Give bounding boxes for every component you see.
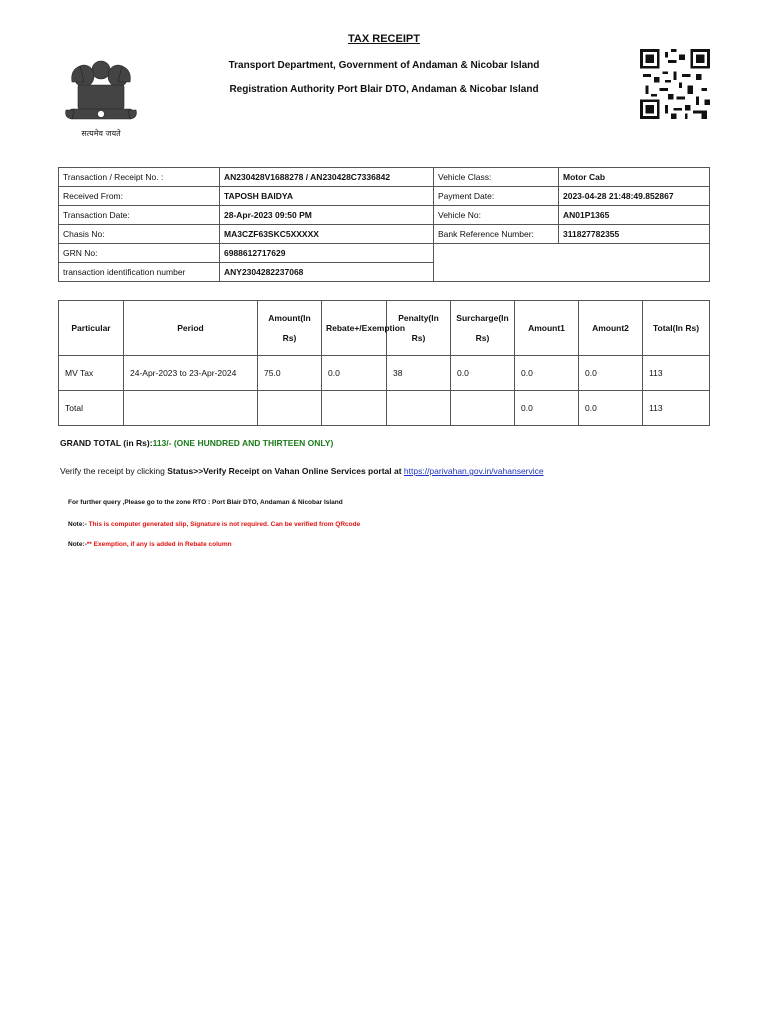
cell-total: 113 (643, 391, 710, 426)
cell-amount1: 0.0 (515, 391, 579, 426)
txn-id-label: transaction identification number (59, 263, 220, 282)
vehicle-no-value: AN01P1365 (559, 206, 710, 225)
empty-cell (434, 244, 710, 282)
verify-prefix: Verify the receipt by clicking (60, 466, 168, 476)
receipt-no-label: Transaction / Receipt No. : (59, 168, 220, 187)
cell-amount1: 0.0 (515, 356, 579, 391)
authority-heading: Registration Authority Port Blair DTO, Andaman & Nicobar Island (229, 84, 539, 95)
cell-period: 24-Apr-2023 to 23-Apr-2024 (124, 356, 258, 391)
txn-id-value: ANY2304282237068 (220, 263, 434, 282)
chasis-no-value: MA3CZF63SKC5XXXXX (220, 225, 434, 244)
transaction-date-label: Transaction Date: (59, 206, 220, 225)
cell-rebate (322, 391, 387, 426)
col-surcharge: Surcharge(In Rs) (451, 301, 515, 356)
grand-total-label: GRAND TOTAL (in Rs): (60, 438, 153, 448)
col-amount: Amount(In Rs) (258, 301, 322, 356)
cell-amount: 75.0 (258, 356, 322, 391)
national-emblem-icon (60, 52, 142, 140)
table-row (59, 391, 710, 426)
col-rebate: Rebate+/Exemption (322, 301, 387, 356)
grn-no-label: GRN No: (59, 244, 220, 263)
note1-label: Note:- (68, 521, 87, 528)
cell-rebate: 0.0 (322, 356, 387, 391)
received-from-label: Received From: (59, 187, 220, 206)
grand-total (60, 438, 333, 448)
vehicle-class-label: Vehicle Class: (434, 168, 559, 187)
department-heading: Transport Department, Government of Andaman & Nicobar Island (228, 60, 540, 71)
received-from-value: TAPOSH BAIDYA (220, 187, 434, 206)
vahan-service-link[interactable]: https://parivahan.gov.in/vahanservice (403, 466, 544, 476)
note-exemption (68, 541, 232, 548)
grn-no-value: 6988612717629 (220, 244, 434, 263)
cell-surcharge: 0.0 (451, 356, 515, 391)
receipt-info-table (58, 167, 710, 282)
tax-table (58, 300, 710, 426)
table-row (59, 356, 710, 391)
payment-date-label: Payment Date: (434, 187, 559, 206)
cell-surcharge (451, 391, 515, 426)
verify-instructions (60, 466, 544, 476)
query-note: For further query ,Please go to the zone RTO : Port Blair DTO, Andaman & Nicobar Island (68, 499, 343, 506)
col-amount2: Amount2 (579, 301, 643, 356)
note2-label: Note:- (68, 541, 87, 548)
note1-text: This is computer generated slip, Signature is not required. Can be verified from QRcode (86, 521, 361, 528)
transaction-date-value: 28-Apr-2023 09:50 PM (220, 206, 434, 225)
cell-particular: MV Tax (59, 356, 124, 391)
qr-code (640, 48, 710, 120)
cell-period (124, 391, 258, 426)
cell-amount (258, 391, 322, 426)
col-amount1: Amount1 (515, 301, 579, 356)
cell-penalty (387, 391, 451, 426)
emblem-motto: सत्यमेव जयते (81, 129, 121, 138)
col-total: Total(In Rs) (643, 301, 710, 356)
col-particular: Particular (59, 301, 124, 356)
grand-total-value: 113/- (ONE HUNDRED AND THIRTEEN ONLY) (152, 438, 334, 448)
chasis-no-label: Chasis No: (59, 225, 220, 244)
bank-ref-value: 311827782355 (559, 225, 710, 244)
cell-amount2: 0.0 (579, 391, 643, 426)
cell-penalty: 38 (387, 356, 451, 391)
receipt-title: TAX RECEIPT (348, 33, 420, 45)
bank-ref-label: Bank Reference Number: (434, 225, 559, 244)
vehicle-class-value: Motor Cab (559, 168, 710, 187)
receipt-no-value: AN230428V1688278 / AN230428C7336842 (220, 168, 434, 187)
payment-date-value: 2023-04-28 21:48:49.852867 (559, 187, 710, 206)
cell-particular: Total (59, 391, 124, 426)
cell-total: 113 (643, 356, 710, 391)
verify-bold-text: Status>>Verify Receipt on Vahan Online Services portal at (167, 466, 404, 476)
vehicle-no-label: Vehicle No: (434, 206, 559, 225)
col-penalty: Penalty(In Rs) (387, 301, 451, 356)
note-computer-generated (68, 521, 360, 528)
note2-text: ** Exemption, if any is added in Rebate column (86, 541, 232, 548)
col-period: Period (124, 301, 258, 356)
cell-amount2: 0.0 (579, 356, 643, 391)
